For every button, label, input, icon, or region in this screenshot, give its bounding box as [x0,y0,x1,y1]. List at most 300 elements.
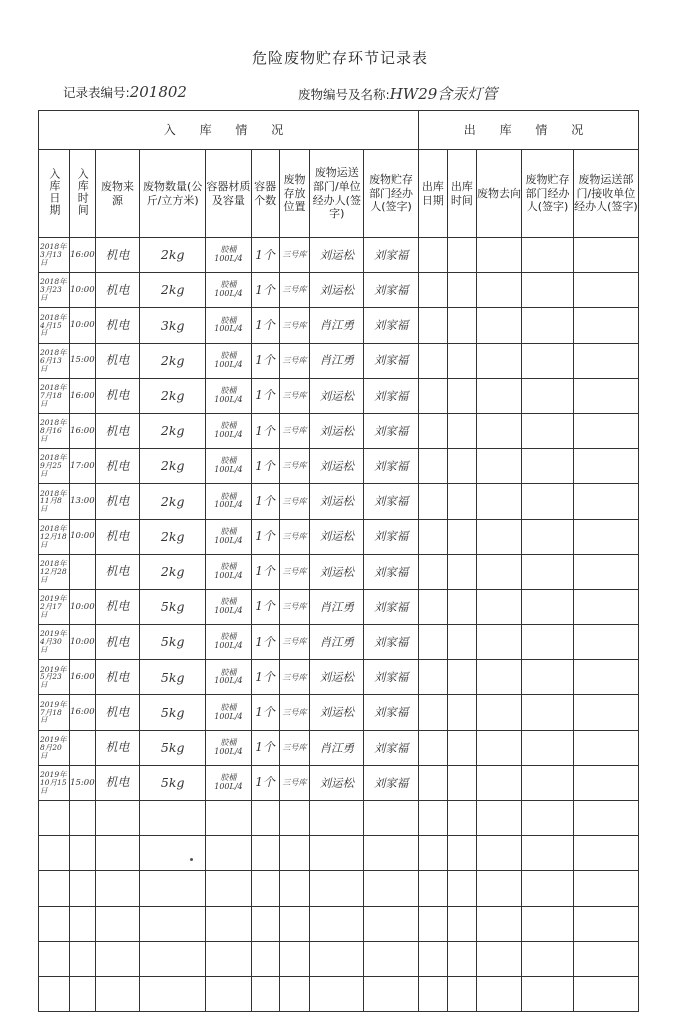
cell-source: 机电 [95,765,139,800]
cell-container: 胶桶 100L/4 [206,519,251,554]
cell-count: 1个 [251,238,279,273]
col-destination: 废物去向 [476,150,521,238]
cell-qty: 2kg [140,449,206,484]
empty-cell [573,238,638,273]
empty-cell [447,906,476,941]
cell-position: 三号库 [279,765,310,800]
empty-cell [522,484,574,519]
cell-keeper: 刘家福 [364,343,419,378]
table-row [39,765,639,800]
waste-code-value: HW29含汞灯管 [389,85,498,103]
empty-cell [69,836,95,871]
cell-date: 2019年5月23日 [39,660,70,695]
empty-cell [206,836,251,871]
cell-date: 2019年2月17日 [39,589,70,624]
cell-keeper: 刘家福 [364,660,419,695]
table-row [39,519,639,554]
empty-cell [476,660,521,695]
empty-cell [39,836,70,871]
cell-container: 胶桶 100L/4 [206,765,251,800]
empty-cell [522,449,574,484]
cell-qty: 5kg [140,589,206,624]
cell-source: 机电 [95,238,139,273]
empty-cell [310,976,364,1011]
empty-cell [522,625,574,660]
empty-cell [522,308,574,343]
cell-keeper: 刘家福 [364,378,419,413]
empty-cell [522,836,574,871]
empty-cell [476,484,521,519]
empty-cell [251,801,279,836]
cell-time: 13:00 [69,484,95,519]
empty-cell [310,906,364,941]
empty-cell [447,801,476,836]
empty-cell [140,836,206,871]
cell-position: 三号库 [279,660,310,695]
empty-cell [206,871,251,906]
cell-qty: 5kg [140,730,206,765]
cell-count: 1个 [251,625,279,660]
empty-cell [476,871,521,906]
cell-keeper: 刘家福 [364,273,419,308]
table-row [39,801,639,836]
table-row [39,730,639,765]
empty-cell [95,871,139,906]
cell-date: 2018年11月8日 [39,484,70,519]
cell-container: 胶桶 100L/4 [206,343,251,378]
empty-cell [522,343,574,378]
cell-position: 三号库 [279,695,310,730]
cell-qty: 5kg [140,660,206,695]
empty-cell [522,238,574,273]
table-row [39,871,639,906]
empty-cell [573,976,638,1011]
empty-cell [418,976,447,1011]
empty-cell [476,308,521,343]
empty-cell [447,378,476,413]
cell-keeper: 刘家福 [364,238,419,273]
empty-cell [418,730,447,765]
cell-source: 机电 [95,554,139,589]
empty-cell [364,871,419,906]
cell-transporter: 肖江勇 [310,308,364,343]
cell-source: 机电 [95,730,139,765]
cell-time: 10:00 [69,625,95,660]
cell-position: 三号库 [279,519,310,554]
empty-cell [310,941,364,976]
cell-keeper: 刘家福 [364,308,419,343]
record-number-value: 201802 [129,83,187,101]
empty-cell [447,238,476,273]
cell-qty: 2kg [140,413,206,448]
cell-keeper: 刘家福 [364,765,419,800]
cell-transporter: 肖江勇 [310,625,364,660]
empty-cell [573,695,638,730]
cell-transporter: 刘运松 [310,238,364,273]
cell-qty: 2kg [140,484,206,519]
empty-cell [447,589,476,624]
cell-source: 机电 [95,589,139,624]
empty-cell [39,906,70,941]
waste-code-name [298,83,497,104]
cell-count: 1个 [251,554,279,589]
empty-cell [522,801,574,836]
empty-cell [573,519,638,554]
empty-cell [476,976,521,1011]
empty-cell [522,589,574,624]
table-row [39,941,639,976]
empty-cell [418,308,447,343]
cell-transporter: 刘运松 [310,660,364,695]
col-container: 容器材质及容量 [206,150,251,238]
empty-cell [573,765,638,800]
cell-container: 胶桶 100L/4 [206,238,251,273]
cell-keeper: 刘家福 [364,695,419,730]
table-row [39,836,639,871]
empty-cell [573,941,638,976]
empty-cell [39,871,70,906]
empty-cell [522,273,574,308]
empty-cell [95,836,139,871]
empty-cell [476,554,521,589]
empty-cell [310,801,364,836]
empty-cell [447,554,476,589]
col-in-time: 入库时间 [69,150,95,238]
cell-position: 三号库 [279,308,310,343]
cell-source: 机电 [95,484,139,519]
cell-qty: 2kg [140,519,206,554]
empty-cell [573,449,638,484]
cell-source: 机电 [95,273,139,308]
cell-position: 三号库 [279,413,310,448]
empty-cell [447,625,476,660]
cell-position: 三号库 [279,484,310,519]
empty-cell [447,449,476,484]
cell-count: 1个 [251,273,279,308]
empty-cell [418,343,447,378]
empty-cell [418,836,447,871]
empty-cell [522,871,574,906]
empty-cell [279,941,310,976]
empty-cell [140,941,206,976]
empty-cell [573,906,638,941]
empty-cell [573,730,638,765]
empty-cell [573,554,638,589]
empty-cell [447,308,476,343]
empty-cell [573,625,638,660]
cell-time: 10:00 [69,308,95,343]
empty-cell [522,554,574,589]
empty-cell [69,976,95,1011]
empty-cell [251,976,279,1011]
cell-qty: 2kg [140,554,206,589]
cell-time: 16:00 [69,378,95,413]
empty-cell [206,976,251,1011]
table-row [39,976,639,1011]
cell-container: 胶桶 100L/4 [206,730,251,765]
empty-cell [251,906,279,941]
empty-cell [251,871,279,906]
empty-cell [573,378,638,413]
empty-cell [522,660,574,695]
empty-cell [573,836,638,871]
empty-cell [447,730,476,765]
cell-position: 三号库 [279,554,310,589]
cell-transporter: 刘运松 [310,765,364,800]
cell-transporter: 刘运松 [310,484,364,519]
cell-qty: 2kg [140,273,206,308]
record-number-label: 记录表编号: [63,85,130,100]
empty-cell [418,519,447,554]
cell-count: 1个 [251,660,279,695]
cell-keeper: 刘家福 [364,484,419,519]
cell-date: 2018年9月25日 [39,449,70,484]
table-row [39,589,639,624]
cell-container: 胶桶 100L/4 [206,484,251,519]
empty-cell [573,343,638,378]
cell-source: 机电 [95,625,139,660]
cell-position: 三号库 [279,343,310,378]
cell-container: 胶桶 100L/4 [206,660,251,695]
table-row [39,625,639,660]
col-out-time: 出库时间 [447,150,476,238]
cell-count: 1个 [251,730,279,765]
empty-cell [573,484,638,519]
in-section-header: 入 库 情 况 [39,111,419,150]
cell-time [69,554,95,589]
cell-container: 胶桶 100L/4 [206,695,251,730]
cell-time: 16:00 [69,238,95,273]
cell-keeper: 刘家福 [364,730,419,765]
empty-cell [447,836,476,871]
cell-container: 胶桶 100L/4 [206,625,251,660]
empty-cell [573,273,638,308]
empty-cell [364,906,419,941]
cell-source: 机电 [95,519,139,554]
empty-cell [418,801,447,836]
empty-cell [418,695,447,730]
empty-cell [447,976,476,1011]
table-row [39,378,639,413]
form-title: 危险废物贮存环节记录表 [251,49,428,67]
cell-container: 胶桶 100L/4 [206,413,251,448]
empty-cell [476,941,521,976]
cell-date: 2019年8月20日 [39,730,70,765]
empty-cell [418,378,447,413]
empty-cell [476,906,521,941]
paper-dot [190,858,193,861]
cell-time: 15:00 [69,765,95,800]
empty-cell [69,871,95,906]
empty-cell [447,941,476,976]
cell-transporter: 刘运松 [310,413,364,448]
cell-position: 三号库 [279,449,310,484]
cell-date: 2018年4月15日 [39,308,70,343]
table-row [39,906,639,941]
cell-time: 16:00 [69,695,95,730]
empty-cell [95,976,139,1011]
empty-cell [140,871,206,906]
empty-cell [69,941,95,976]
empty-cell [447,273,476,308]
table-row [39,238,639,273]
cell-keeper: 刘家福 [364,449,419,484]
empty-cell [476,836,521,871]
cell-date: 2019年10月15日 [39,765,70,800]
empty-cell [206,941,251,976]
cell-keeper: 刘家福 [364,589,419,624]
col-keeper: 废物贮存部门经办人(签字) [364,150,419,238]
cell-qty: 2kg [140,343,206,378]
empty-cell [418,941,447,976]
cell-source: 机电 [95,449,139,484]
cell-transporter: 肖江勇 [310,730,364,765]
empty-cell [476,625,521,660]
empty-cell [95,906,139,941]
cell-count: 1个 [251,378,279,413]
empty-cell [476,378,521,413]
empty-cell [447,519,476,554]
cell-count: 1个 [251,765,279,800]
cell-qty: 2kg [140,238,206,273]
cell-container: 胶桶 100L/4 [206,589,251,624]
cell-keeper: 刘家福 [364,413,419,448]
col-position: 废物存放位置 [279,150,310,238]
empty-cell [447,871,476,906]
empty-cell [476,449,521,484]
col-source: 废物来源 [95,150,139,238]
empty-cell [418,871,447,906]
empty-cell [447,484,476,519]
table-row [39,273,639,308]
cell-time: 17:00 [69,449,95,484]
cell-qty: 5kg [140,765,206,800]
cell-source: 机电 [95,660,139,695]
cell-position: 三号库 [279,238,310,273]
cell-time [69,730,95,765]
cell-date: 2018年3月13日 [39,238,70,273]
cell-date: 2018年12月28日 [39,554,70,589]
cell-transporter: 肖江勇 [310,589,364,624]
cell-date: 2019年7月18日 [39,695,70,730]
empty-cell [522,730,574,765]
cell-position: 三号库 [279,625,310,660]
record-number [63,83,187,101]
cell-container: 胶桶 100L/4 [206,378,251,413]
waste-code-label: 废物编号及名称: [298,87,390,102]
cell-position: 三号库 [279,589,310,624]
cell-time: 15:00 [69,343,95,378]
cell-qty: 3kg [140,308,206,343]
empty-cell [140,906,206,941]
cell-date: 2018年7月18日 [39,378,70,413]
cell-qty: 5kg [140,625,206,660]
cell-count: 1个 [251,308,279,343]
cell-source: 机电 [95,308,139,343]
cell-source: 机电 [95,378,139,413]
empty-cell [310,871,364,906]
cell-count: 1个 [251,413,279,448]
empty-cell [573,801,638,836]
empty-cell [418,660,447,695]
empty-cell [522,695,574,730]
cell-time: 16:00 [69,413,95,448]
cell-keeper: 刘家福 [364,519,419,554]
cell-container: 胶桶 100L/4 [206,273,251,308]
empty-cell [418,449,447,484]
cell-count: 1个 [251,484,279,519]
cell-keeper: 刘家福 [364,625,419,660]
empty-cell [39,941,70,976]
empty-cell [206,906,251,941]
empty-cell [418,484,447,519]
empty-cell [251,836,279,871]
table-row [39,449,639,484]
cell-time: 10:00 [69,519,95,554]
empty-cell [418,273,447,308]
cell-date: 2018年12月18日 [39,519,70,554]
cell-transporter: 刘运松 [310,554,364,589]
empty-cell [418,413,447,448]
empty-cell [447,413,476,448]
cell-transporter: 刘运松 [310,695,364,730]
cell-position: 三号库 [279,273,310,308]
empty-cell [364,976,419,1011]
empty-cell [447,695,476,730]
empty-cell [95,941,139,976]
cell-date: 2018年8月16日 [39,413,70,448]
cell-transporter: 刘运松 [310,378,364,413]
empty-cell [476,589,521,624]
empty-cell [39,801,70,836]
empty-cell [573,871,638,906]
empty-cell [418,625,447,660]
empty-cell [573,413,638,448]
empty-cell [573,589,638,624]
cell-transporter: 刘运松 [310,449,364,484]
empty-cell [447,660,476,695]
empty-cell [364,836,419,871]
empty-cell [573,660,638,695]
empty-cell [364,941,419,976]
cell-count: 1个 [251,449,279,484]
table-row [39,413,639,448]
cell-time: 16:00 [69,660,95,695]
col-out-date: 出库日期 [418,150,447,238]
empty-cell [573,308,638,343]
cell-transporter: 肖江勇 [310,343,364,378]
col-receiver: 废物运送部门/接收单位经办人(签字) [573,150,638,238]
empty-cell [476,238,521,273]
empty-cell [140,976,206,1011]
empty-cell [140,801,206,836]
cell-keeper: 刘家福 [364,554,419,589]
empty-cell [279,801,310,836]
col-transporter: 废物运送部门/单位经办人(签字) [310,150,364,238]
cell-count: 1个 [251,343,279,378]
empty-cell [522,976,574,1011]
empty-cell [476,730,521,765]
cell-container: 胶桶 100L/4 [206,308,251,343]
empty-cell [447,343,476,378]
empty-cell [522,906,574,941]
empty-cell [476,801,521,836]
empty-cell [476,695,521,730]
empty-cell [476,343,521,378]
empty-cell [522,413,574,448]
cell-count: 1个 [251,589,279,624]
cell-transporter: 刘运松 [310,273,364,308]
